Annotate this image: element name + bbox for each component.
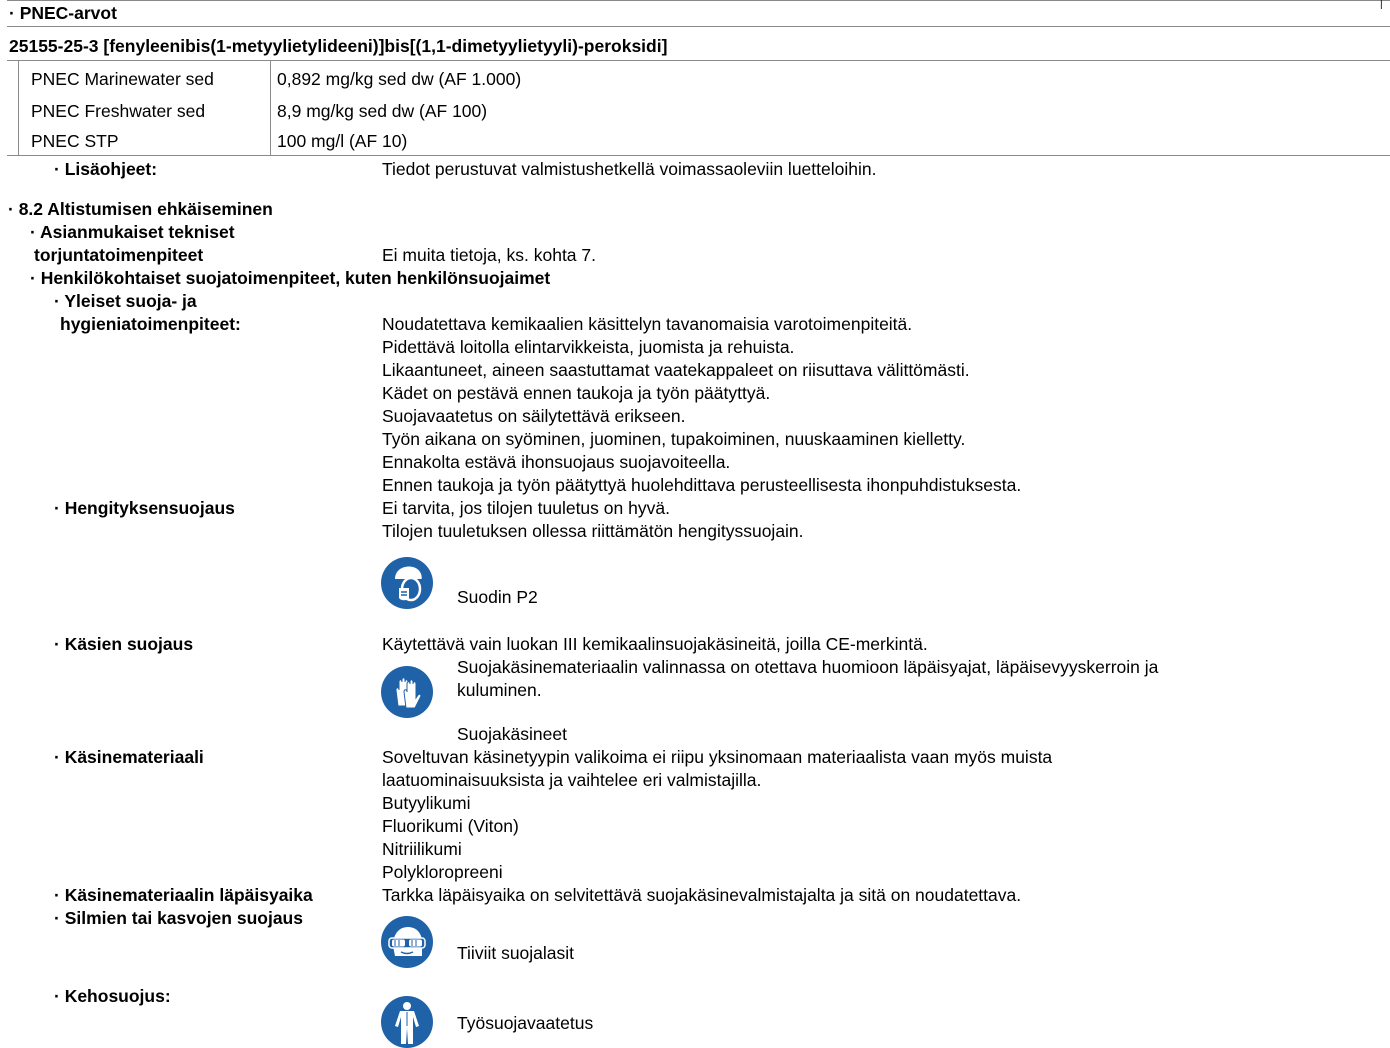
pnec-header: · PNEC-arvot: [9, 3, 117, 23]
kasinemateriaali-label: · Käsinemateriaali: [54, 747, 204, 767]
top-rule: [7, 0, 1390, 1]
henkilokohtaiset-heading: · Henkilökohtaiset suojatoimenpiteet, kuten henkilönsuojaimet: [30, 268, 551, 288]
pnec-row-value: 100 mg/l (AF 10): [277, 131, 408, 151]
substance-rule: [7, 60, 1390, 61]
yleiset-line: Likaantuneet, aineen saastuttamat vaatekappaleet on riisuttava välittömästi.: [382, 360, 970, 380]
lapaisyaika-label: · Käsinemateriaalin läpäisyaika: [54, 885, 313, 905]
yleiset-line: Noudatettava kemikaalien käsittelyn tavanomaisia varotoimenpiteitä.: [382, 314, 913, 334]
safety-goggles-icon: [381, 916, 433, 968]
pnec-row-label: PNEC Marinewater sed: [31, 69, 214, 89]
table-left-border: [18, 60, 19, 155]
kasien-caption: Suojakäsineet: [457, 724, 567, 744]
lisaohjeet-label: · Lisäohjeet:: [54, 159, 158, 179]
protective-suit-icon: [381, 996, 433, 1048]
substance-name: 25155-25-3 [fenyleenibis(1-metyylietylideeni)]bis[(1,1-dimetyylietyyli)-peroksidi]: [9, 36, 668, 56]
table-bottom-rule: [7, 155, 1390, 156]
kasien-icon-text-1: Suojakäsinemateriaalin valinnassa on otettava huomioon läpäisyajat, läpäisevyyskerroin ja: [457, 657, 1159, 677]
keho-label: · Kehosuojus:: [54, 986, 171, 1006]
section-8-2-title: · 8.2 Altistumisen ehkäiseminen: [8, 199, 273, 219]
yleiset-label-1: · Yleiset suoja- ja: [54, 291, 197, 311]
kasien-label: · Käsien suojaus: [54, 634, 194, 654]
lisaohjeet-text: Tiedot perustuvat valmistushetkellä voimassaoleviin luetteloihin.: [382, 159, 877, 179]
tekniset-label-1: · Asianmukaiset tekniset: [30, 222, 235, 242]
pnec-row-label: PNEC STP: [31, 131, 119, 151]
hengitys-line: Ei tarvita, jos tilojen tuuletus on hyvä.: [382, 498, 670, 518]
kasinemateriaali-line: Polykloropreeni: [382, 862, 503, 882]
page-edge-mark: |: [1380, 0, 1383, 10]
keho-caption: Työsuojavaatetus: [457, 1013, 594, 1033]
kasien-icon-text-2: kuluminen.: [457, 680, 542, 700]
kasinemateriaali-line: Soveltuvan käsinetyypin valikoima ei riipu yksinomaan materiaalista vaan myös muista: [382, 747, 1053, 767]
lapaisyaika-text: Tarkka läpäisyaika on selvitettävä suojakäsinevalmistajalta ja sitä on noudatettava.: [382, 885, 1022, 905]
pnec-row-value: 8,9 mg/kg sed dw (AF 100): [277, 101, 488, 121]
protective-gloves-icon: [381, 666, 433, 718]
kasien-line: Käytettävä vain luokan III kemikaalinsuojakäsineitä, joilla CE-merkintä.: [382, 634, 928, 654]
tekniset-label-2: torjuntatoimenpiteet: [34, 245, 204, 265]
kasinemateriaali-line: Nitriilikumi: [382, 839, 462, 859]
yleiset-line: Työn aikana on syöminen, juominen, tupakoiminen, nuuskaaminen kielletty.: [382, 429, 966, 449]
silmien-label: · Silmien tai kasvojen suojaus: [54, 908, 303, 928]
pnec-row-label: PNEC Freshwater sed: [31, 101, 206, 121]
yleiset-line: Ennen taukoja ja työn päätyttyä huolehdittava perusteellisesta ihonpuhdistuksesta.: [382, 475, 1022, 495]
yleiset-line: Suojavaatetus on säilytettävä erikseen.: [382, 406, 686, 426]
silmien-caption: Tiiviit suojalasit: [457, 943, 575, 963]
kasinemateriaali-line: laatuominaisuuksista ja vaihtelee eri valmistajilla.: [382, 770, 762, 790]
tekniset-text: Ei muita tietoja, ks. kohta 7.: [382, 245, 596, 265]
hengitys-line: Tilojen tuuletuksen ollessa riittämätön hengityssuojain.: [382, 521, 804, 541]
hengitys-caption: Suodin P2: [457, 587, 538, 607]
respirator-mask-icon: [381, 557, 433, 609]
hengitys-label: · Hengityksensuojaus: [54, 498, 235, 518]
yleiset-line: Ennakolta estävä ihonsuojaus suojavoiteella.: [382, 452, 731, 472]
yleiset-label-2: hygieniatoimenpiteet:: [60, 314, 241, 334]
yleiset-line: Pidettävä loitolla elintarvikkeista, juomista ja rehuista.: [382, 337, 795, 357]
table-column-divider: [270, 60, 271, 155]
pnec-row-value: 0,892 mg/kg sed dw (AF 1.000): [277, 69, 522, 89]
kasinemateriaali-line: Fluorikumi (Viton): [382, 816, 519, 836]
kasinemateriaali-line: Butyylikumi: [382, 793, 471, 813]
pnec-rule: [7, 26, 1390, 27]
yleiset-line: Kädet on pestävä ennen taukoja ja työn päätyttyä.: [382, 383, 771, 403]
